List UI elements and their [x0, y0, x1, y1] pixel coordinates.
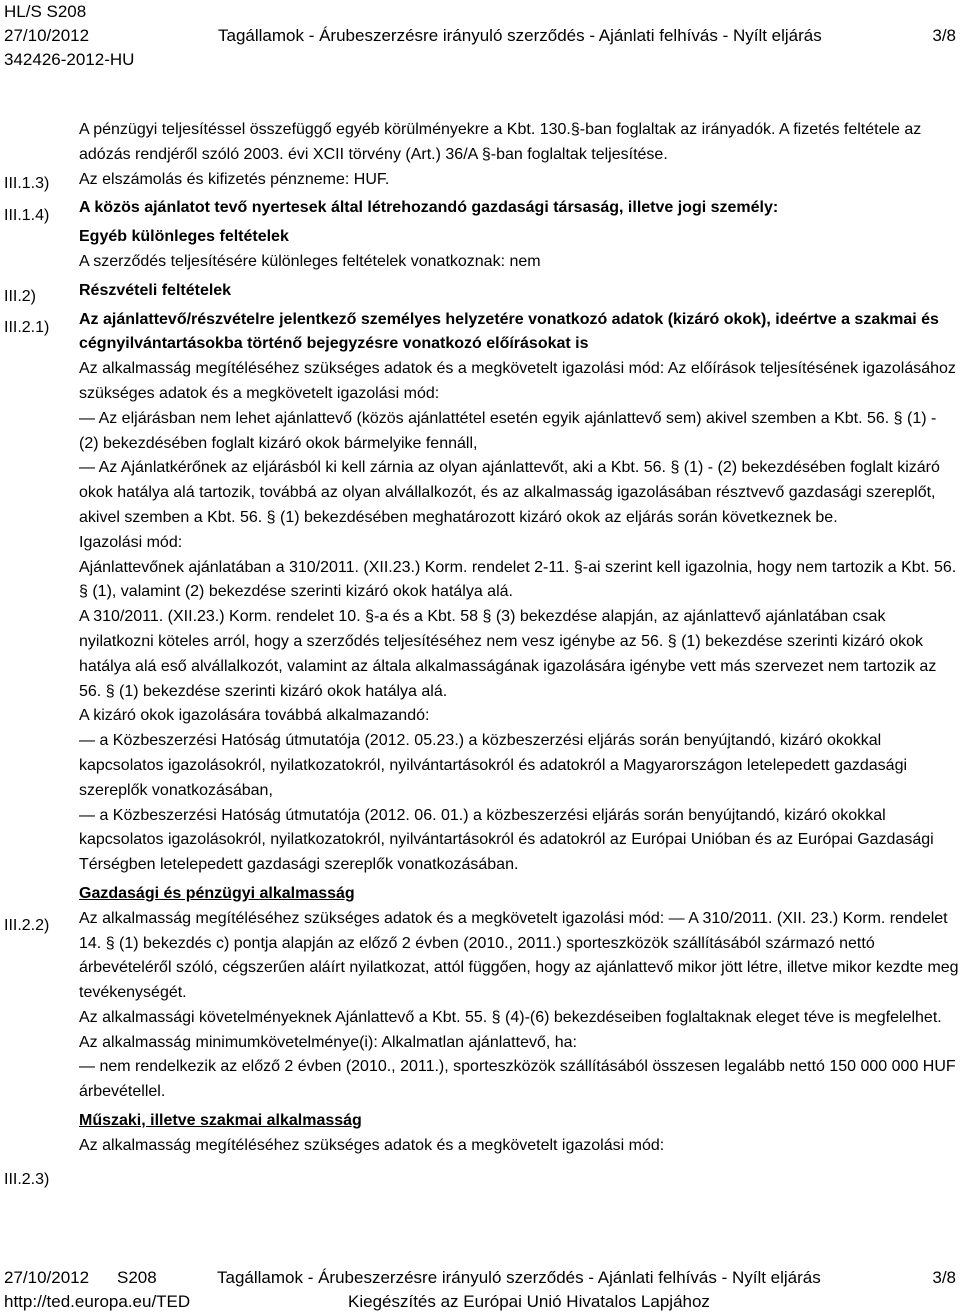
header-reference: 342426-2012-HU — [4, 50, 135, 69]
body-paragraph: Az alkalmasság minimumkövetelménye(i): Alkalmatlan ajánlattevő, ha: — [79, 1033, 577, 1051]
header-page-number: 3/8 — [932, 26, 956, 45]
section-number: III.2.3) — [4, 1171, 50, 1188]
section-number: III.2) — [4, 288, 37, 305]
footer-date: 27/10/2012 — [4, 1268, 90, 1287]
body-paragraph: Az alkalmassági követelményeknek Ajánlattevő a Kbt. 55. § (4)-(6) bekezdéseiben foglaltaknak eleget téve is megfelelhet. — [79, 1008, 942, 1026]
body-paragraph: Az alkalmasság megítéléséhez szükséges adatok és a megkövetelt igazolási mód: — [79, 1136, 665, 1154]
header-title: Tagállamok - Árubeszerzésre irányuló szerződés - Ajánlati felhívás - Nyílt eljárás — [218, 26, 822, 45]
section-heading: Egyéb különleges feltételek — [79, 228, 289, 246]
header-series: HL/S S208 — [4, 2, 87, 21]
section-heading: Részvételi feltételek — [79, 281, 232, 299]
body-paragraph: — Az Ajánlatkérőnek az eljárásból ki kell zárnia az olyan ajánlattevőt, aki a Kbt. 56. § (1) - (2) bekezdésében foglalt kizáró okok hatálya alá tartozik, továbbá az olyan alvállalkozót, és az alkalmasság igazolásában résztvevő gazdasági szereplőt, akivel szemben a Kbt. 56. § (1) bekezdésében meghatározott kizáró okok az eljárás során következnek be. — [79, 459, 940, 526]
section-heading: Az ajánlattevő/részvételre jelentkező személyes helyzetére vonatkozó adatok (kizáró okok), ideértve a szakmai és cégnyilvántartásokba történő bejegyzésre vonatkozó előírásokat is — [79, 310, 939, 353]
page-header — [4, 0, 956, 72]
body-paragraph: — nem rendelkezik az előző 2 évben (2010., 2011.), sporteszközök szállításából összesen legalább nettó 150 000 000 HUF árbevétellel. — [79, 1058, 956, 1101]
notice-body — [79, 118, 959, 1159]
body-paragraph: — Az eljárásban nem lehet ajánlattevő (közös ajánlattétel esetén egyik ajánlattevő sem) akivel szemben a Kbt. 56. § (1) - (2) bekezdésében foglalt kizáró okok bármelyike fennáll, — [79, 409, 937, 452]
footer-page-number: 3/8 — [932, 1268, 956, 1287]
body-paragraph: A pénzügyi teljesítéssel összefüggő egyéb körülményekre a Kbt. 130.§-ban foglaltak az irányadók. A fizetés feltétele az adózás rendjéről szóló 2003. évi XCII törvény (Art.) 36/A §-ban foglaltak teljesítése. — [79, 121, 922, 163]
body-paragraph: — a Közbeszerzési Hatóság útmutatója (2012. 06. 01.) a közbeszerzési eljárás során benyújtandó, kizáró okokkal kapcsolatos igazolásokról, nyilatkozatokról, nyilvántartásokról és adatokról az Európai Unióban és az Európai Gazdasági Térségben letelepedett gazdasági szereplők vonatkozásában. — [79, 806, 934, 874]
section-heading: Gazdasági és pénzügyi alkalmasság — [79, 884, 355, 902]
body-paragraph: A szerződés teljesítésére különleges feltételek vonatkoznak: nem — [79, 252, 541, 270]
header-date: 27/10/2012 — [4, 26, 90, 45]
body-paragraph: — a Közbeszerzési Hatóság útmutatója (2012. 05.23.) a közbeszerzési eljárás során benyújtandó, kizáró okokkal kapcsolatos igazolásokról, nyilatkozatokról, nyilvántartásokról és adatokról a Magyarországon letelepedett gazdasági szereplők vonatkozásában, — [79, 732, 908, 799]
section-number: III.1.3) — [4, 175, 50, 192]
body-paragraph: Az alkalmasság megítéléséhez szükséges adatok és a megkövetelt igazolási mód: — A 310/2011. (XII. 23.) Korm. rendelet 14. § (1) bekezdés c) pontja alapján az előző 2 évben (2010., 2011.) sporteszközök szállításából származó nettó árbevételéről szóló, cégszerűen aláírt nyilatkozat, attól függően, hogy az ajánlattevő mikor jött létre, illetve mikor kezdte meg tevékenységét. — [79, 909, 959, 1002]
footer-url-link[interactable]: http://ted.europa.eu/TED — [4, 1292, 191, 1311]
body-paragraph: A kizáró okok igazolására továbbá alkalmazandó: — [79, 707, 430, 725]
footer-publisher: Kiegészítés az Európai Unió Hivatalos Lapjához — [348, 1292, 710, 1311]
section-number: III.1.4) — [4, 207, 50, 224]
body-paragraph: Igazolási mód: — [79, 533, 183, 551]
body-paragraph: A 310/2011. (XII.23.) Korm. rendelet 10. §-a és a Kbt. 58 § (3) bekezdése alapján, az ajánlattevő ajánlatában csak nyilatkozni köteles arról, hogy a szerződés teljesítéséhez nem vesz igénybe az 56. § (1) bekezdése szerinti kizáró okok hatálya alá eső alvállalkozót, valamint az általa alkalmasságának igazolására igénybe vett más szervezet nem tartozik az 56. § (1) bekezdése szerinti kizáró okok hatálya alá. — [79, 608, 937, 700]
page-footer — [4, 1266, 956, 1314]
body-paragraph: Az elszámolás és kifizetés pénzneme: HUF. — [79, 170, 390, 188]
section-number: III.2.2) — [4, 917, 50, 934]
section-heading: Műszaki, illetve szakmai alkalmasság — [79, 1112, 362, 1130]
section-number: III.2.1) — [4, 319, 50, 336]
section-heading: A közös ajánlatot tevő nyertesek által létrehozandó gazdasági társaság, illetve jogi személy: — [79, 199, 779, 217]
body-paragraph: Az alkalmasság megítéléséhez szükséges adatok és a megkövetelt igazolási mód: Az előírások teljesítésének igazolásához szükséges adatok és a megkövetelt igazolási mód: — [79, 360, 956, 402]
footer-title: Tagállamok - Árubeszerzésre irányuló szerződés - Ajánlati felhívás - Nyílt eljárás — [217, 1268, 821, 1287]
body-paragraph: Ajánlattevőnek ajánlatában a 310/2011. (XII.23.) Korm. rendelet 2-11. §-ai szerint kell igazolnia, hogy nem tartozik a Kbt. 56. § (1), valamint (2) bekezdése szerinti kizáró okok hatálya alá. — [79, 558, 957, 601]
footer-issue: S208 — [117, 1268, 157, 1287]
